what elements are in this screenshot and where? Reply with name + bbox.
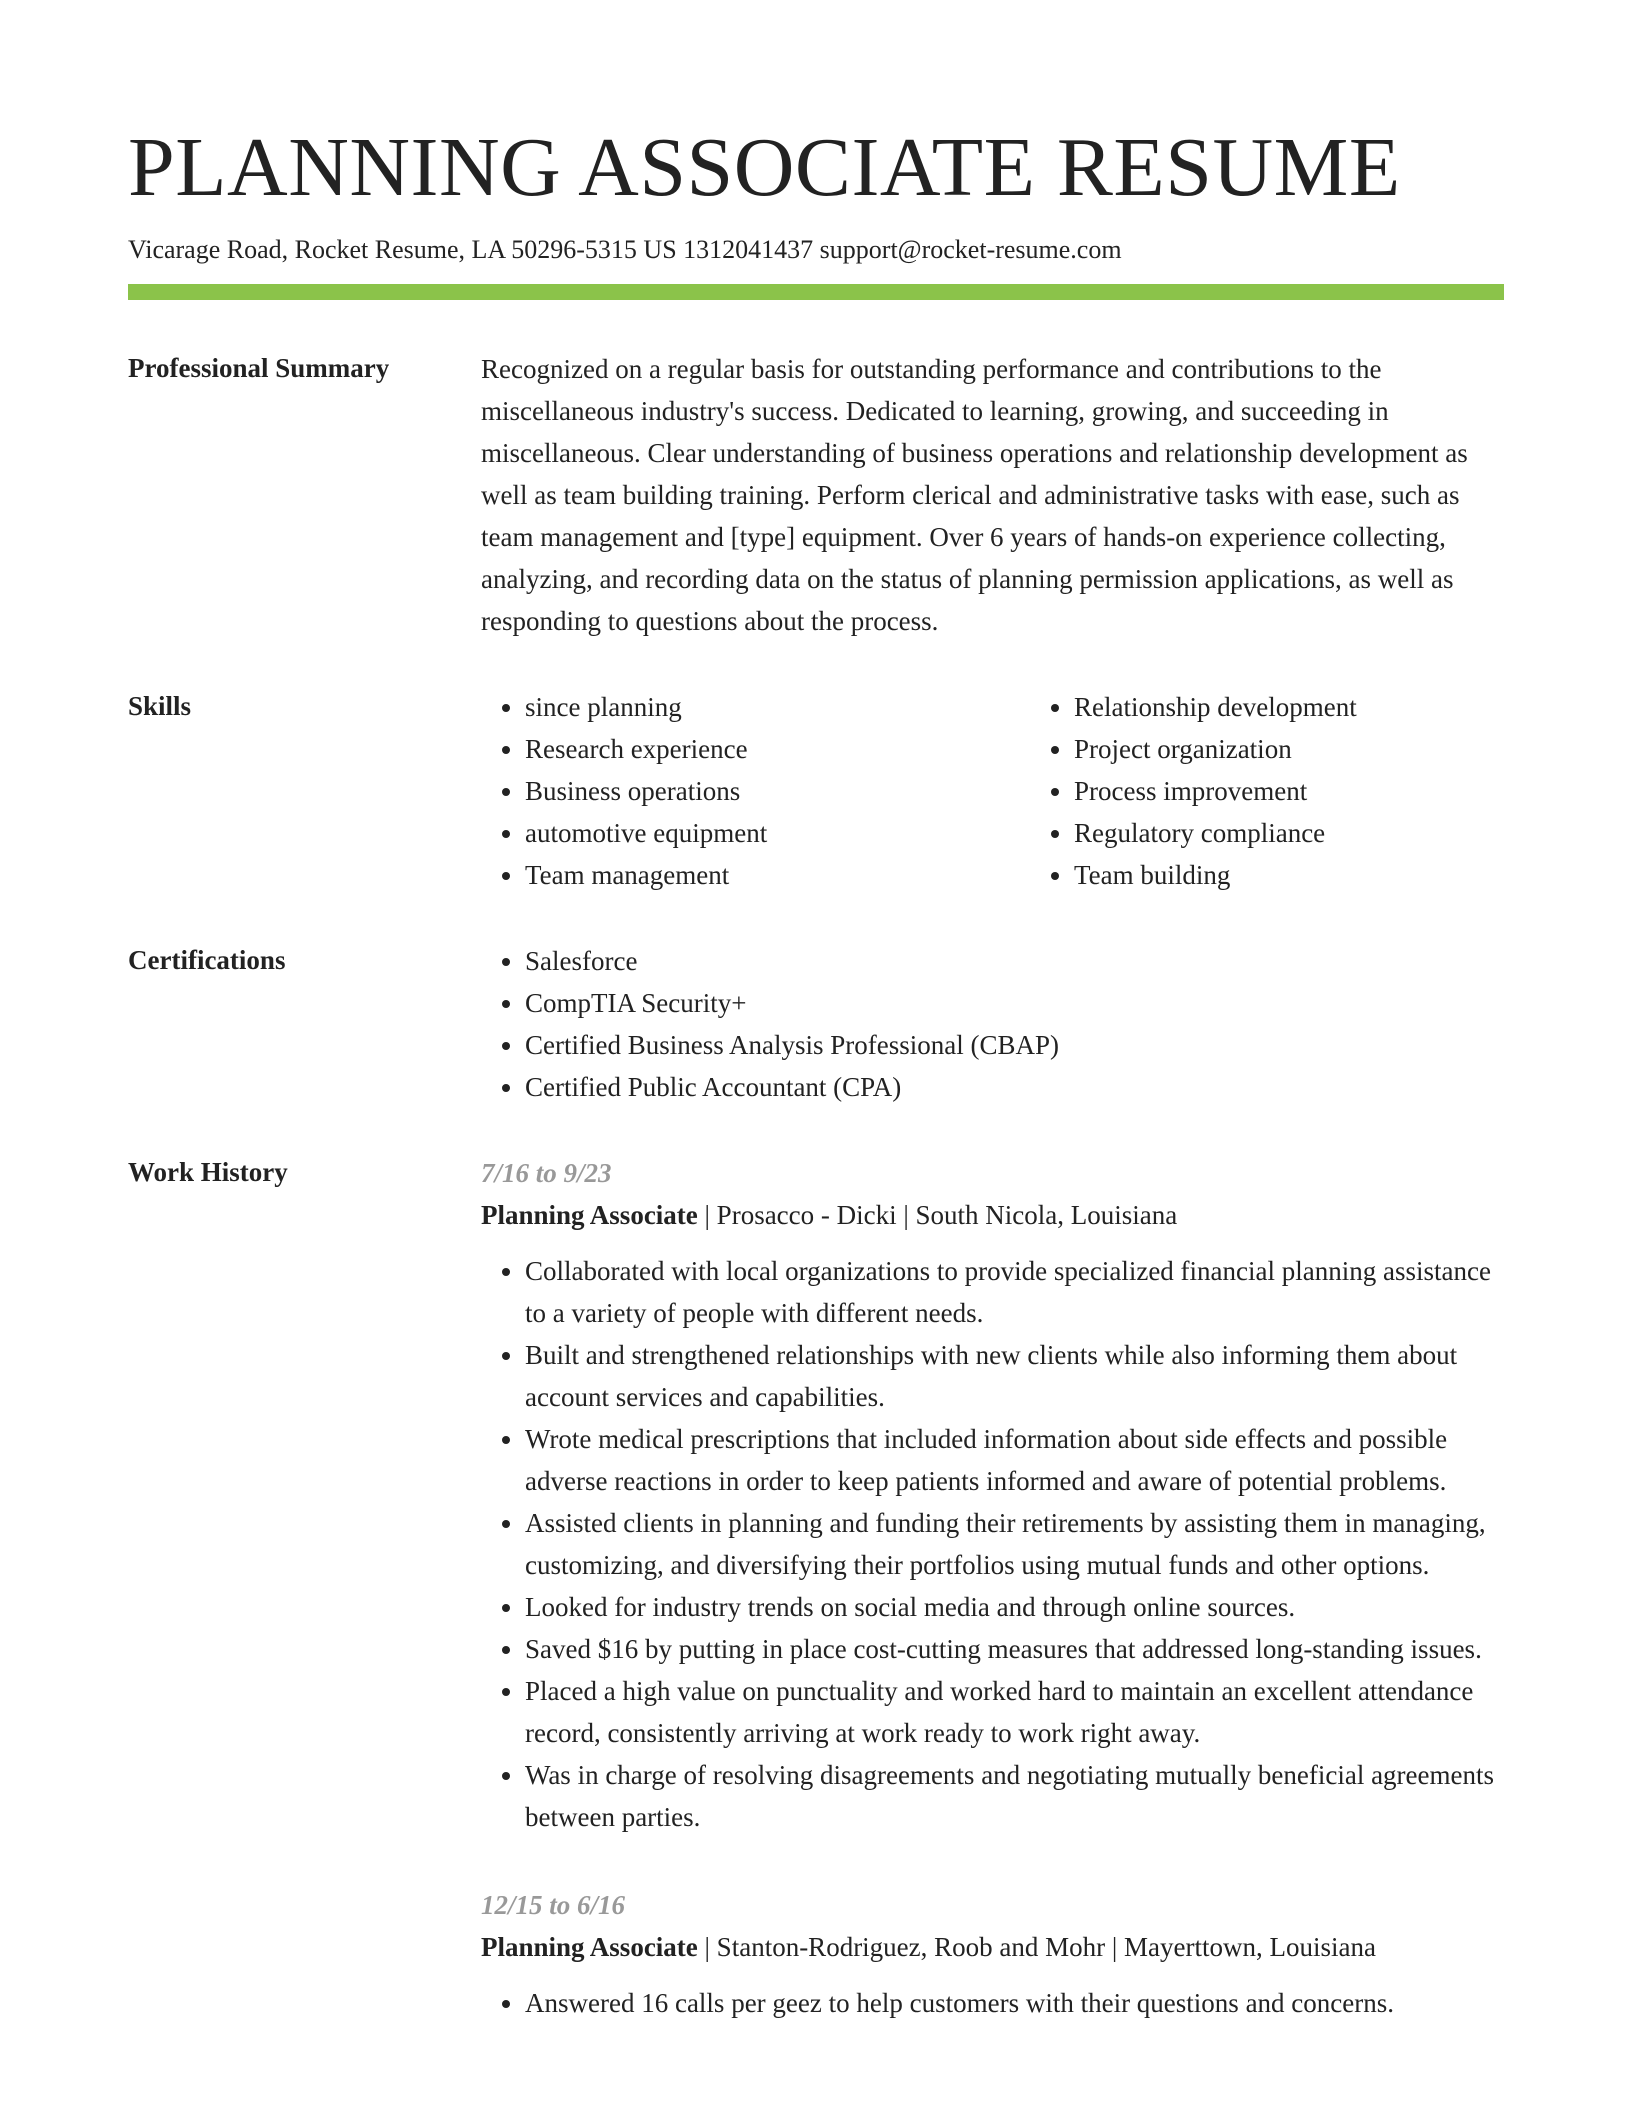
certifications-list (481, 940, 1504, 1108)
skills-list-right (1030, 686, 1579, 896)
skills-heading: Skills (128, 691, 192, 721)
skills-section (128, 690, 1504, 896)
contact-line: Vicarage Road, Rocket Resume, LA 50296-5315 US 1312041437 support@rocket-resume.com (128, 235, 1122, 264)
job-bullet: • Looked for industry trends on social media and through online sources. (525, 1586, 1504, 1628)
accent-divider (128, 284, 1504, 300)
skill-item: • Process improvement (1074, 770, 1579, 812)
job-bullet: • Was in charge of resolving disagreements and negotiating mutually beneficial agreements between parties. (525, 1754, 1504, 1838)
summary-text: Recognized on a regular basis for outstanding performance and contributions to the miscellaneous industry's success. Dedicated to learning, growing, and succeeding in miscellaneous. Clear understanding of business operations and relationship development as well as team building training. Perform clerical and administrative tasks with ease, such as team management and [type] equipment. Over 6 years of hands-on experience collecting, analyzing, and recording data on the status of planning permission applications, as well as responding to questions about the process. (481, 354, 1468, 636)
job-bullet: • Collaborated with local organizations to provide specialized financial planning assistance to a variety of people with different needs. (525, 1250, 1504, 1334)
skill-item: • automotive equipment (525, 812, 1030, 854)
certification-item: • Salesforce (525, 940, 1504, 982)
skill-item: • since planning (525, 686, 1030, 728)
job-details: | Stanton-Rodriguez, Roob and Mohr | Mayerttown, Louisiana (697, 1932, 1376, 1962)
job-title-line (481, 1926, 1504, 1968)
certifications-heading: Certifications (128, 945, 286, 975)
job-entry (481, 1884, 1504, 2024)
job-bullet: • Built and strengthened relationships with new clients while also informing them about account services and capabilities. (525, 1334, 1504, 1418)
job-bullet: • Answered 16 calls per geez to help customers with their questions and concerns. (525, 1982, 1504, 2024)
resume-name: PLANNING ASSOCIATE RESUME (128, 121, 1401, 214)
certification-item: • Certified Business Analysis Professional (CBAP) (525, 1024, 1504, 1066)
job-title: Planning Associate (481, 1932, 698, 1962)
certifications-section (128, 944, 1504, 1108)
job-bullet: • Saved $16 by putting in place cost-cutting measures that addressed long-standing issues. (525, 1628, 1504, 1670)
work-history-section (128, 1156, 1504, 2070)
job-dates: 7/16 to 9/23 (481, 1158, 612, 1188)
certifications-body (481, 940, 1504, 1108)
job-title-line (481, 1194, 1504, 1236)
skill-item: • Business operations (525, 770, 1030, 812)
summary-body (481, 348, 1504, 642)
summary-heading: Professional Summary (128, 353, 390, 383)
job-title: Planning Associate (481, 1200, 698, 1230)
certification-item: • Certified Public Accountant (CPA) (525, 1066, 1504, 1108)
skills-body (481, 686, 1579, 896)
job-dates: 12/15 to 6/16 (481, 1890, 626, 1920)
skill-item: • Regulatory compliance (1074, 812, 1579, 854)
skill-item: • Team management (525, 854, 1030, 896)
skill-item: • Research experience (525, 728, 1030, 770)
job-details: | Prosacco - Dicki | South Nicola, Louisiana (697, 1200, 1178, 1230)
skill-item: • Relationship development (1074, 686, 1579, 728)
skills-list-left (481, 686, 1030, 896)
job-entry (481, 1152, 1504, 1838)
work-history-heading: Work History (128, 1157, 288, 1187)
job-bullet: • Assisted clients in planning and funding their retirements by assisting them in managing, customizing, and diversifying their portfolios using mutual funds and other options. (525, 1502, 1504, 1586)
job-bullet: • Placed a high value on punctuality and worked hard to maintain an excellent attendance record, consistently arriving at work ready to work right away. (525, 1670, 1504, 1754)
skill-item: • Team building (1074, 854, 1579, 896)
job-bullets (481, 1982, 1504, 2024)
job-bullet: • Wrote medical prescriptions that included information about side effects and possible adverse reactions in order to keep patients informed and aware of potential problems. (525, 1418, 1504, 1502)
work-history-body (481, 1152, 1504, 2070)
job-bullets (481, 1250, 1504, 1838)
certification-item: • CompTIA Security+ (525, 982, 1504, 1024)
skill-item: • Project organization (1074, 728, 1579, 770)
summary-section (128, 352, 1504, 642)
